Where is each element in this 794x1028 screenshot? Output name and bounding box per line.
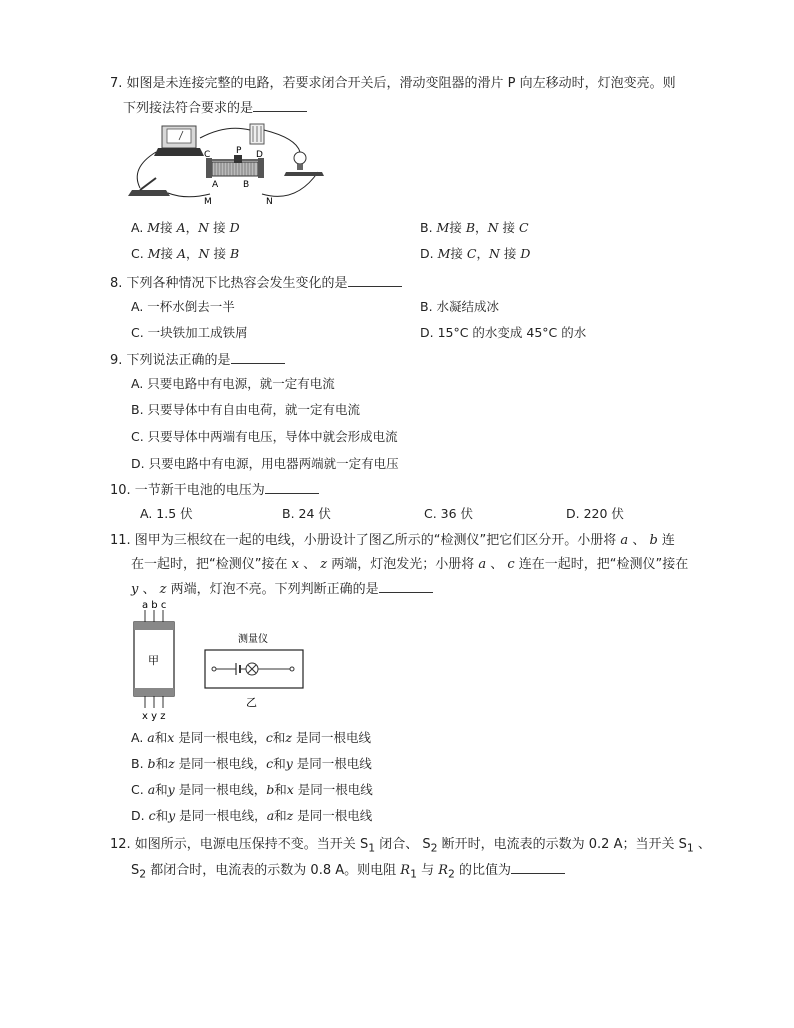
subscript: 2: [448, 867, 455, 881]
var-c: C: [466, 246, 477, 261]
var-x: x: [291, 557, 299, 572]
var-n: N: [487, 220, 499, 235]
subscript: 1: [686, 841, 694, 855]
var-z: z: [159, 582, 167, 597]
option-key: B.: [420, 220, 433, 235]
option-text: 接: [503, 246, 517, 261]
answer-blank[interactable]: [511, 861, 565, 874]
q11-figure: [130, 598, 310, 722]
q7-option-d[interactable]: [420, 245, 530, 263]
q11-option-a[interactable]: [131, 729, 371, 747]
answer-blank[interactable]: [348, 274, 402, 287]
q10-option-a[interactable]: A. 1.5 伏: [140, 506, 193, 521]
option-text: 接: [502, 220, 515, 235]
option-text: 接: [449, 220, 462, 235]
var-m: M: [147, 220, 161, 235]
stem-text: 断开时，电流表的示数为 0.2 A；当开关 S: [437, 837, 687, 852]
fig-bottom-labels: x y z: [142, 711, 166, 722]
stem-text: 连: [657, 533, 675, 548]
var: a: [147, 730, 155, 745]
q9-option-c[interactable]: C. 只要导体中两端有电压，导体中就会形成电流: [131, 429, 398, 444]
terminal-c-label: C: [204, 150, 211, 160]
var-m: M: [436, 220, 450, 235]
var-m: M: [437, 246, 451, 261]
var-n: N: [198, 220, 210, 235]
q7-option-c[interactable]: [131, 245, 239, 263]
q10-option-b[interactable]: B. 24 伏: [282, 506, 331, 521]
var-r: R: [438, 863, 449, 878]
var: z: [285, 730, 292, 745]
var-b: b: [649, 533, 658, 548]
option-text: ，: [476, 246, 489, 261]
option-text: 是同一根电线: [297, 782, 373, 797]
option-text: 是同一根电线: [297, 808, 373, 823]
q9-option-a[interactable]: A. 只要电路中有电源，就一定有电流: [131, 376, 335, 391]
fig-title: 测量仪: [238, 634, 268, 645]
stem-text: 连在一起时，把“检测仪”接在: [514, 557, 689, 572]
var: y: [285, 756, 293, 771]
var-n: N: [198, 246, 210, 261]
stem-text: 闭合、 S: [375, 837, 431, 852]
q9-stem-text: 9. 下列说法正确的是: [110, 353, 231, 368]
q8-option-b[interactable]: B. 水凝结成冰: [420, 299, 500, 314]
terminal-d-label: D: [256, 150, 263, 160]
q8-stem-text: 8. 下列各种情况下比热容会发生变化的是: [110, 276, 348, 291]
stem-text: 两端，灯泡发光；小册将: [327, 557, 479, 572]
stem-text: 两端，灯泡不亮。下列判断正确的是: [166, 582, 379, 597]
option-key: D.: [131, 808, 145, 823]
option-key: C.: [131, 782, 144, 797]
q11-stem-line2: [131, 556, 688, 574]
option-text: 是同一根电线，: [178, 730, 266, 745]
stem-text: 的比值为: [454, 863, 512, 878]
var-a: A: [177, 246, 187, 261]
q7-option-b[interactable]: [420, 219, 529, 237]
wire-m-label: M: [204, 197, 212, 207]
answer-blank[interactable]: [231, 351, 285, 364]
q7-option-a[interactable]: [131, 219, 240, 237]
var-a: A: [176, 220, 186, 235]
q9-option-d[interactable]: D. 只要电路中有电源，用电器两端就一定有电压: [131, 456, 399, 471]
q10-stem: [110, 481, 319, 500]
stem-text: 都闭合时，电流表的示数为 0.8 A。则电阻: [146, 863, 401, 878]
var: a: [147, 782, 156, 797]
option-text: ，: [186, 246, 199, 261]
option-key: A.: [131, 730, 144, 745]
var-b: B: [465, 220, 476, 235]
stem-text: 、: [628, 533, 646, 548]
stem-text: 与: [416, 863, 439, 878]
q11-stem-line3: [131, 580, 433, 599]
var-d: D: [229, 220, 240, 235]
stem-text: 12. 如图所示，电源电压保持不变。当开关 S: [110, 837, 369, 852]
var-a: a: [478, 557, 487, 572]
option-text: ，: [475, 220, 488, 235]
option-text: 和: [155, 782, 168, 797]
option-key: C.: [131, 246, 144, 261]
option-text: 和: [274, 782, 287, 797]
option-text: ，: [185, 220, 199, 235]
q8-option-c[interactable]: C. 一块铁加工成铁屑: [131, 325, 248, 340]
option-text: 是同一根电线，: [179, 808, 267, 823]
option-text: 接: [213, 220, 226, 235]
option-text: 接: [450, 246, 463, 261]
var: z: [286, 808, 294, 823]
option-key: D.: [420, 246, 434, 261]
var: a: [266, 808, 275, 823]
var-y: y: [131, 582, 139, 597]
q10-stem-text: 10. 一节新干电池的电压为: [110, 483, 265, 498]
option-key: A.: [131, 220, 144, 235]
var-a: a: [620, 533, 629, 548]
option-key: B.: [131, 756, 144, 771]
q7-circuit-figure: [126, 120, 326, 208]
wire-n-label: N: [266, 197, 273, 207]
option-text: 是同一根电线: [295, 730, 371, 745]
q8-option-d[interactable]: D. 15°C 的水变成 45°C 的水: [420, 325, 587, 340]
option-text: 和: [155, 808, 169, 823]
q11-option-d[interactable]: [131, 807, 372, 825]
var: y: [167, 782, 175, 797]
stem-text: 在一起时，把“检测仪”接在: [131, 557, 292, 572]
var: x: [286, 782, 294, 797]
fig-top-labels: a b c: [142, 600, 167, 611]
subscript: 2: [430, 841, 438, 855]
option-text: 是同一根电线: [296, 756, 372, 771]
terminal-b-label: B: [243, 180, 250, 190]
var-z: z: [320, 557, 328, 572]
var-c: C: [518, 220, 529, 235]
answer-blank[interactable]: [253, 99, 307, 112]
stem-text: 、: [693, 837, 711, 852]
option-text: 是同一根电线，: [178, 782, 267, 797]
var-b: B: [229, 246, 240, 261]
q8-stem: [110, 274, 402, 293]
stem-text: 、: [138, 582, 156, 597]
var-m: M: [147, 246, 161, 261]
subscript: 1: [410, 867, 417, 881]
var: b: [147, 756, 156, 771]
slider-p-label: P: [236, 146, 242, 156]
q7-stem-line2: [123, 99, 307, 118]
option-text: 和: [154, 730, 168, 745]
stem-text: S: [131, 863, 140, 878]
var: c: [266, 756, 274, 771]
answer-blank[interactable]: [379, 580, 433, 593]
var-c: c: [507, 557, 515, 572]
var: z: [168, 756, 175, 771]
var: c: [265, 730, 273, 745]
subscript: 2: [139, 867, 147, 881]
var: b: [266, 782, 275, 797]
q11-option-c[interactable]: [131, 781, 373, 799]
option-text: 和: [273, 756, 286, 771]
terminal-a-label: A: [212, 180, 219, 190]
q12-stem-line1: [110, 836, 711, 858]
option-text: 接: [213, 246, 226, 261]
q11-stem-line1: [110, 532, 675, 550]
var-d: D: [520, 246, 531, 261]
var: x: [167, 730, 175, 745]
q11-option-b[interactable]: [131, 755, 372, 773]
fig-yi-label: 乙: [246, 696, 257, 709]
q8-option-a[interactable]: A. 一杯水倒去一半: [131, 299, 235, 314]
stem-text: 、: [486, 557, 508, 572]
var: y: [168, 808, 176, 823]
var-r: R: [400, 863, 411, 878]
option-text: 和: [155, 756, 169, 771]
q9-option-b[interactable]: B. 只要导体中有自由电荷，就一定有电流: [131, 402, 361, 417]
q7-stem-line1: 7. 如图是未连接完整的电路，若要求闭合开关后，滑动变阻器的滑片 P 向左移动时，灯泡变亮。则: [110, 76, 676, 91]
q12-stem-line2: [131, 861, 565, 884]
answer-blank[interactable]: [265, 481, 319, 494]
option-text: 和: [272, 730, 286, 745]
var-n: N: [489, 246, 500, 261]
q9-stem: [110, 351, 285, 370]
stem-text: 、: [298, 557, 317, 572]
fig-jia-label: 甲: [148, 654, 159, 667]
subscript: 1: [368, 841, 376, 855]
q7-stem-text: 下列接法符合要求的是: [123, 101, 254, 116]
stem-text: 11. 图甲为三根纹在一起的电线，小册设计了图乙所示的“检测仪”把它们区分开。小册将: [110, 533, 621, 548]
option-text: 是同一根电线，: [178, 756, 267, 771]
option-text: 和: [274, 808, 287, 823]
q10-option-c[interactable]: C. 36 伏: [424, 506, 474, 521]
q10-option-d[interactable]: D. 220 伏: [566, 506, 624, 521]
option-text: 接: [160, 220, 173, 235]
option-text: 接: [160, 246, 174, 261]
var: c: [148, 808, 156, 823]
